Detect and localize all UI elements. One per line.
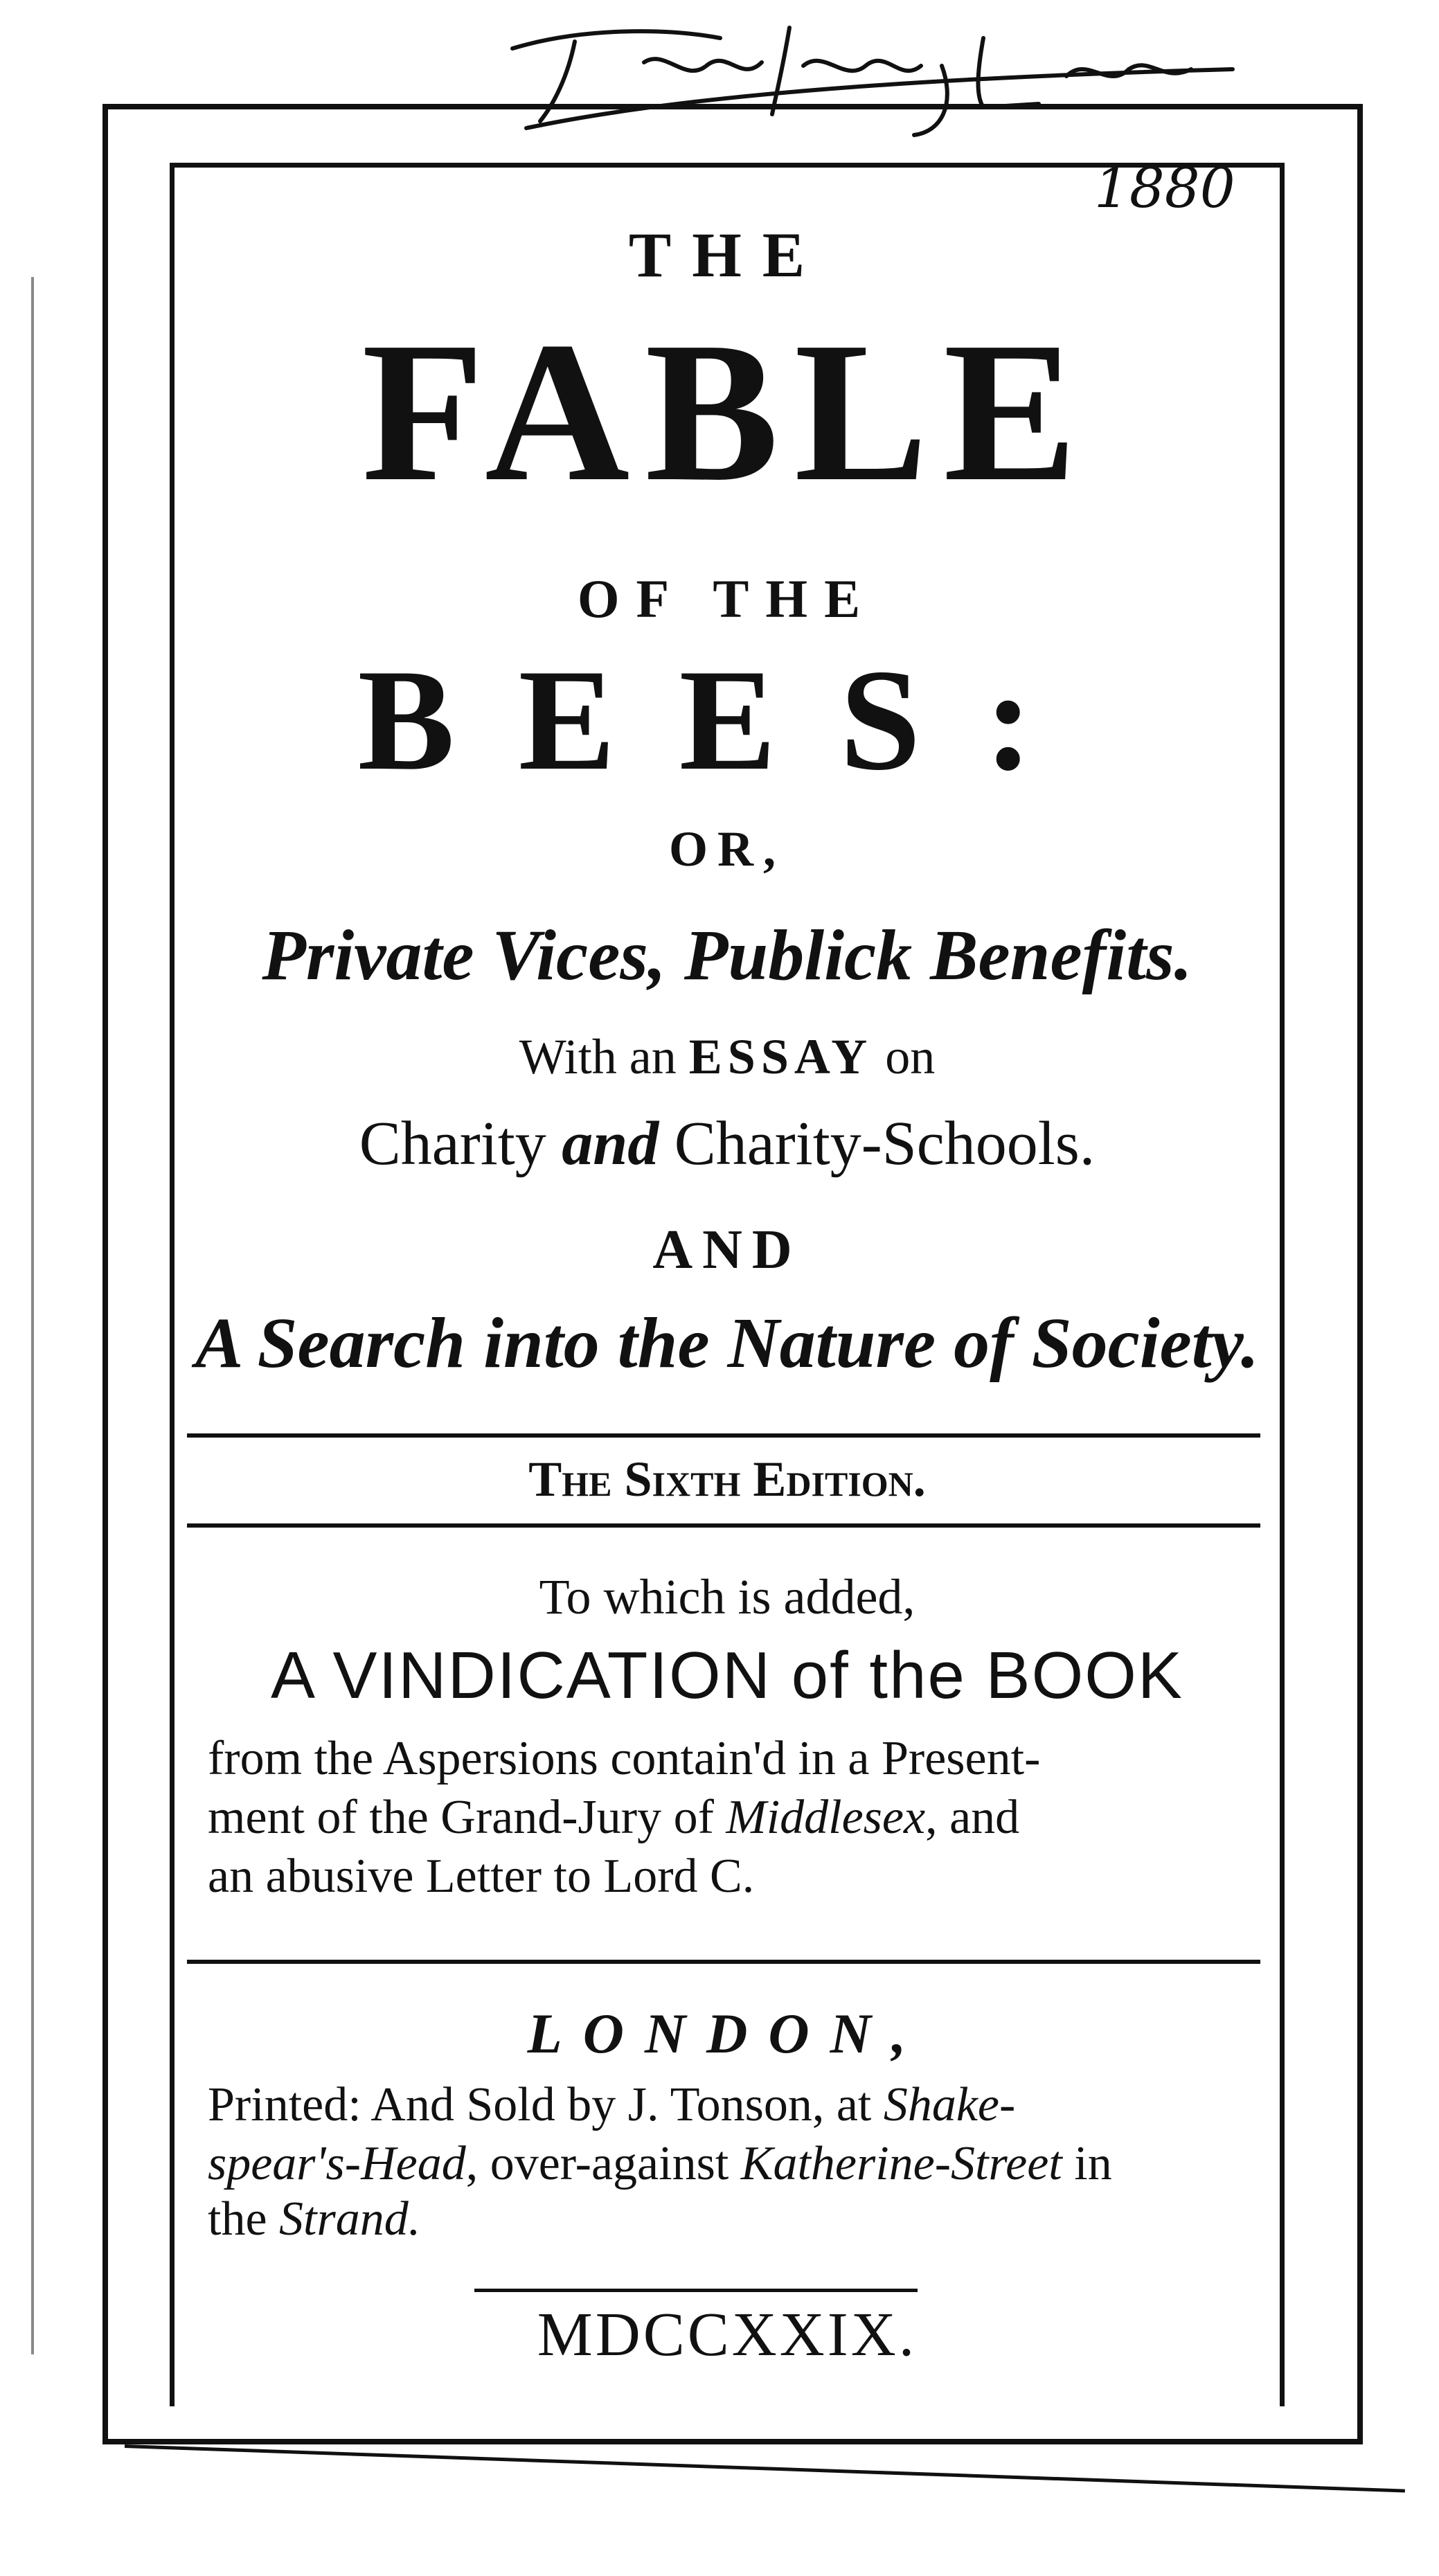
- search-line: A Search into the Nature of Society.: [195, 1303, 1259, 1383]
- vindication-line: A VINDICATION of the BOOK: [271, 1638, 1183, 1712]
- added-line: To which is added,: [539, 1569, 915, 1625]
- edition: The Sixth Edition.: [528, 1451, 926, 1507]
- vind-line2-c: , and: [925, 1791, 1020, 1844]
- vind-line2-b: Middlesex: [726, 1791, 926, 1844]
- printed-2b: , over-against: [465, 2137, 729, 2190]
- vindication-detail-3: an abusive Letter to Lord C.: [208, 1850, 755, 1903]
- essay-post: on: [885, 1029, 936, 1084]
- printed-2c: Katherine-Street: [740, 2137, 1062, 2190]
- title-or: OR,: [669, 821, 785, 877]
- imprint-line-1: [208, 2077, 1260, 2133]
- left-margin-line: [31, 277, 34, 2354]
- title-bees: BEES:: [357, 640, 1097, 800]
- charity-and: and: [562, 1109, 659, 1178]
- essay-line: [170, 1028, 1285, 1086]
- essay-pre: With an: [519, 1029, 677, 1084]
- imprint-date: MDCCXXIX.: [537, 2300, 918, 2369]
- charity-b: Charity-Schools.: [674, 1109, 1096, 1178]
- subtitle: Private Vices, Publick Benefits.: [262, 915, 1192, 995]
- imprint-line-2: [208, 2136, 1260, 2192]
- title-fable: FABLE: [361, 301, 1093, 523]
- printed-1a: Printed: And Sold by J. Tonson, at: [208, 2078, 872, 2131]
- printed-3a: the: [208, 2192, 267, 2246]
- and-line: AND: [652, 1219, 802, 1280]
- divider-rule: [187, 1960, 1260, 1964]
- shelfmark: 1880: [1094, 156, 1235, 220]
- divider-rule: [187, 1433, 1260, 1438]
- printed-2a: spear's-Head: [208, 2137, 466, 2190]
- vindication-detail-2: [208, 1790, 1260, 1845]
- printed-2d: in: [1074, 2137, 1112, 2190]
- vind-line2-a: ment of the Grand-Jury of: [208, 1791, 714, 1844]
- title-of-the: OF THE: [577, 569, 877, 629]
- title-the: THE: [628, 220, 826, 290]
- imprint-city: LONDON,: [527, 2002, 927, 2065]
- page-bottom-edge: [125, 2444, 1405, 2493]
- imprint-line-3: [208, 2192, 1260, 2247]
- date-rule: [474, 2289, 918, 2292]
- printed-1b: Shake-: [883, 2078, 1016, 2131]
- charity-a: Charity: [359, 1109, 546, 1178]
- essay-word: ESSAY: [688, 1029, 873, 1084]
- vindication-detail-1: from the Aspersions contain'd in a Present-: [208, 1732, 1041, 1785]
- printed-3b: Strand.: [279, 2192, 421, 2246]
- charity-line: [170, 1108, 1285, 1179]
- divider-rule: [187, 1523, 1260, 1528]
